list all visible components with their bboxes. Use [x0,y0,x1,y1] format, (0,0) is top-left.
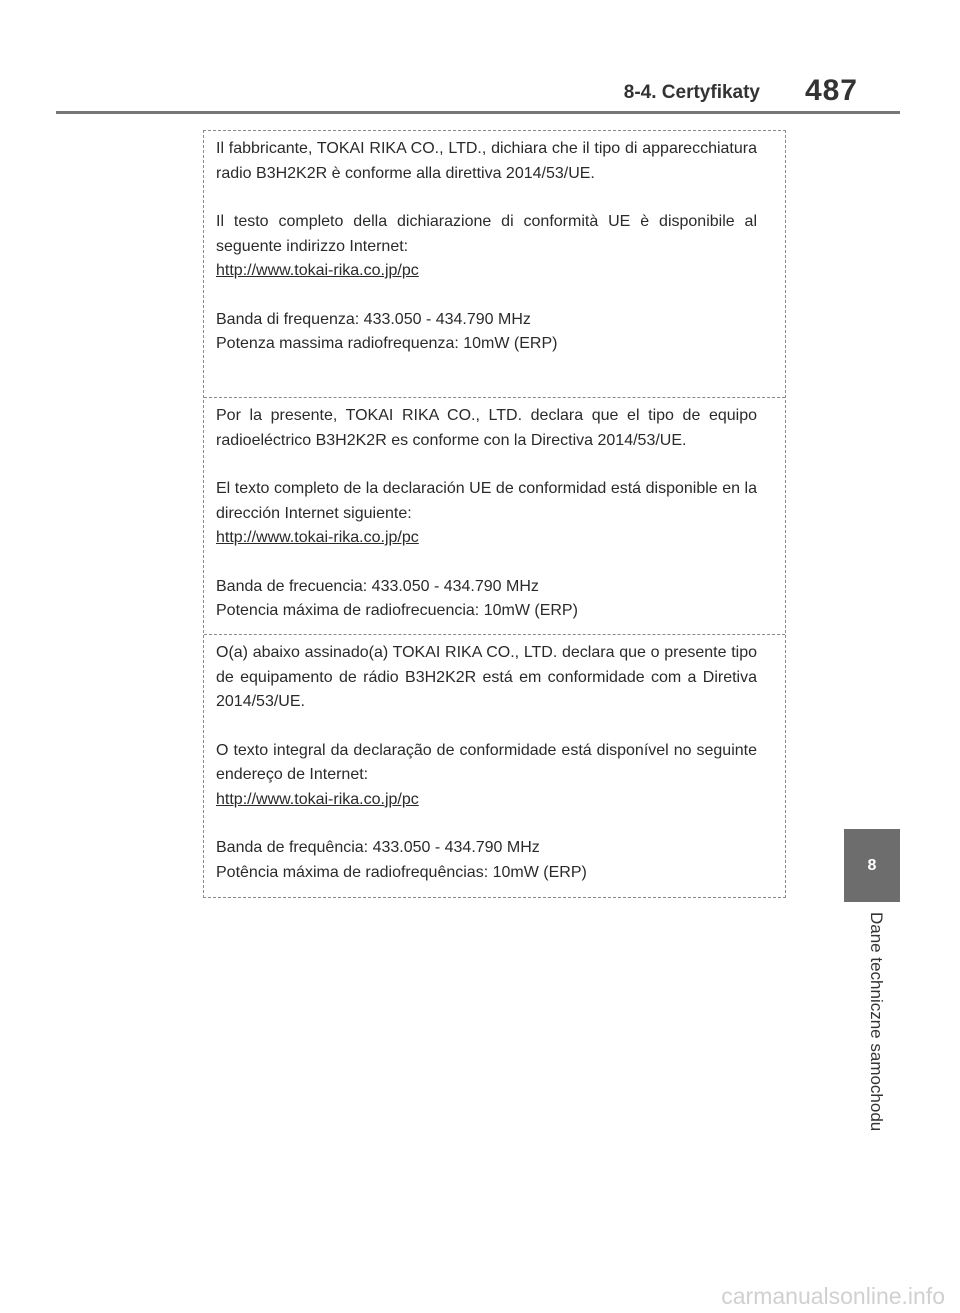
declaration-link[interactable]: http://www.tokai-rika.co.jp/pc [216,790,419,808]
max-power: Potência máxima de radiofrequências: 10mW (ERP) [216,863,587,881]
declaration-text: O(a) abaixo assinado(a) TOKAI RIKA CO., LTD. declara que o presente tipo de equipamento de rádio B3H2K2R está em conformidade com a Diretiva 2014/53/UE. [216,644,757,710]
declaration-link[interactable]: http://www.tokai-rika.co.jp/pc [216,262,419,279]
certificate-section-portuguese [204,634,785,899]
page-number: 487 [804,74,858,107]
max-power: Potenza massima radiofrequenza: 10mW (ERP) [216,335,558,352]
availability-text: O texto integral da declaração de conformidade está disponível no seguinte endereço de Internet: [216,741,757,783]
certificate-box [203,130,786,898]
availability-text: Il testo completo della dichiarazione di conformità UE è disponibile al seguente indirizzo Internet: [216,213,757,255]
certificate-section-spanish [204,397,785,634]
frequency-band: Banda di frequenza: 433.050 - 434.790 MHz [216,310,531,328]
declaration-text: Il fabbricante, TOKAI RIKA CO., LTD., dichiara che il tipo di apparecchiatura radio B3H2K2R è conforme alla direttiva 2014/53/UE. [216,140,757,182]
section-title: 8-4. Certyfikaty [623,82,760,103]
frequency-band: Banda de frecuencia: 433.050 - 434.790 MHz [216,577,539,595]
chapter-side-label: Dane techniczne samochodu [867,912,886,1132]
chapter-tab: 8 [844,829,900,902]
max-power: Potencia máxima de radiofrecuencia: 10mW (ERP) [216,602,578,619]
certificate-section-italian [204,131,785,397]
header-divider [56,111,900,114]
site-watermark: carmanualsonline.info [721,1283,945,1309]
declaration-text: Por la presente, TOKAI RIKA CO., LTD. declara que el tipo de equipo radioeléctrico B3H2K2R es conforme con la Directiva 2014/53/UE. [216,407,757,449]
declaration-link[interactable]: http://www.tokai-rika.co.jp/pc [216,529,419,546]
frequency-band: Banda de frequência: 433.050 - 434.790 MHz [216,839,540,856]
availability-text: El texto completo de la declaración UE de conformidad está disponible en la dirección Internet siguiente: [216,480,757,522]
